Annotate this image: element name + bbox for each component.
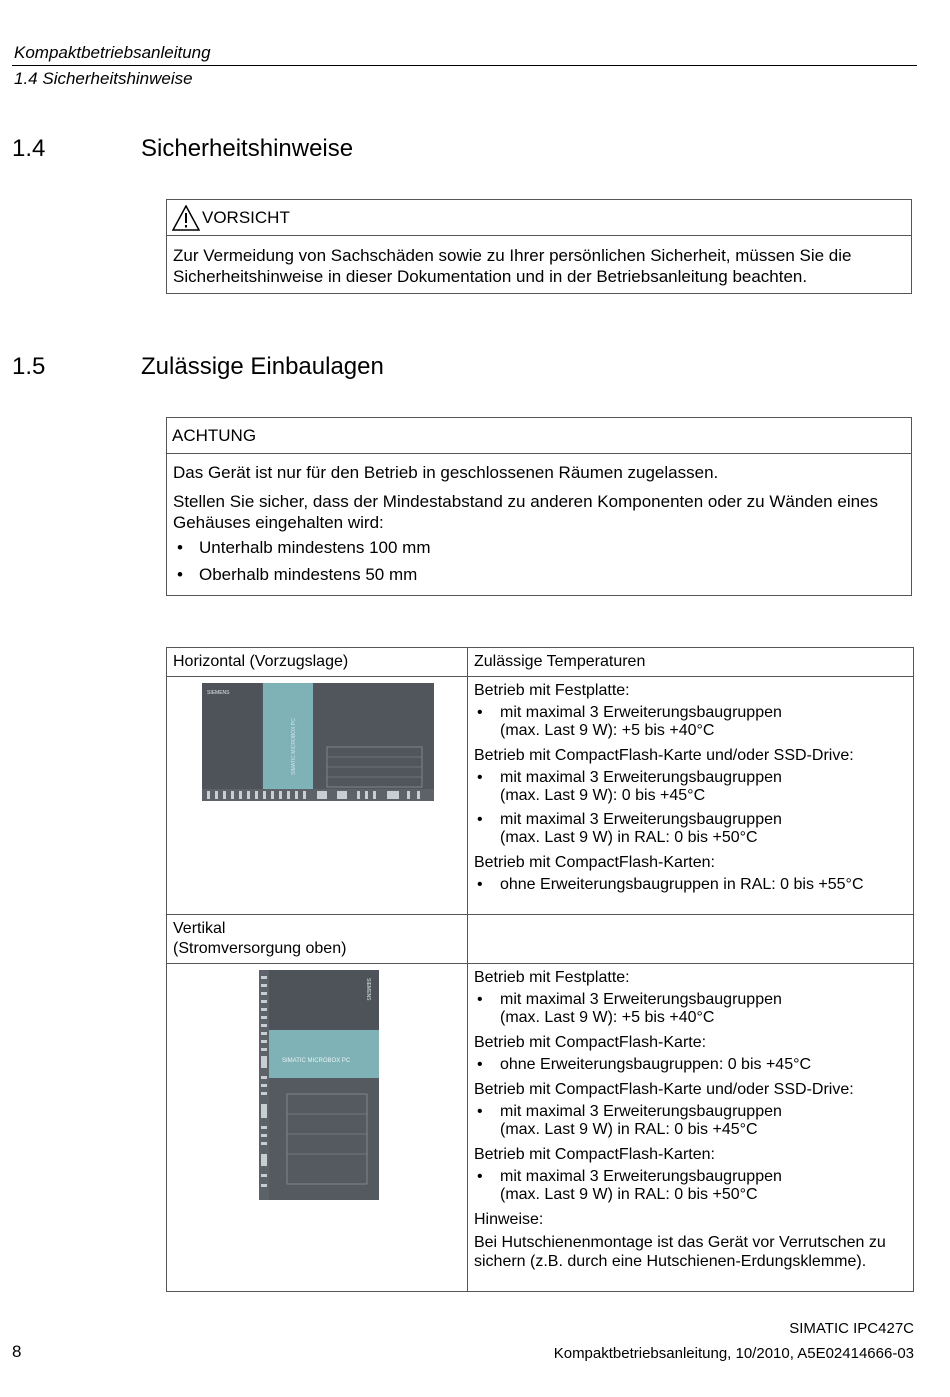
notice-label: ACHTUNG	[172, 425, 257, 445]
horizontal-temps-cell	[467, 677, 913, 915]
v-group4-bullet1-line1: • mit maximal 3 Erweiterungsbaugruppen	[499, 1168, 782, 1185]
v-group4-bullet1	[474, 1168, 907, 1204]
h-group2-title: Betrieb mit CompactFlash-Karte und/oder SSD-Drive:	[473, 747, 854, 764]
v-group3-bullet1-line2: (max. Last 9 W) in RAL: 0 bis +45°C	[499, 1121, 758, 1138]
table-header-row	[167, 648, 914, 677]
footer-page-number: 8	[12, 1342, 22, 1361]
v-group3-title: Betrieb mit CompactFlash-Karte und/oder SSD-Drive:	[473, 1081, 854, 1098]
v-group1-bullet1-line2: (max. Last 9 W): +5 bis +40°C	[499, 1009, 715, 1026]
v-note-label: Hinweise	[473, 1211, 539, 1228]
h-group2-bullet1	[474, 769, 907, 805]
device-vertical-brand-text: SIEMENS	[365, 978, 371, 1001]
caution-label: VORSICHT	[202, 207, 290, 227]
running-header	[14, 40, 211, 92]
v-group2-title: Betrieb mit CompactFlash-Karte:	[473, 1034, 707, 1051]
h-group3-title: Betrieb mit CompactFlash-Karten:	[473, 854, 715, 871]
h-group1-title: Betrieb mit Festplatte:	[473, 682, 630, 699]
footer-doc-reference: Kompaktbetriebsanleitung, 10/2010, A5E02414666-03	[553, 1345, 914, 1362]
h-group1-bullet1-line2: (max. Last 9 W): +5 bis +40°C	[499, 722, 715, 739]
header-section: 1.4 Sicherheitshinweise	[14, 69, 193, 88]
footer-product: SIMATIC IPC427C	[789, 1320, 914, 1337]
h-group3-bullet1: • ohne Erweiterungsbaugruppen in RAL: 0 bis +55°C	[474, 876, 907, 894]
col-header-temperatures: Zulässige Temperaturen	[467, 648, 913, 677]
section-title-1-4: Sicherheitshinweise	[141, 135, 354, 162]
header-doc-title: Kompaktbetriebsanleitung	[14, 43, 211, 62]
h-group2-bullet1-line1: • mit maximal 3 Erweiterungsbaugruppen	[499, 769, 782, 786]
header-rule	[12, 65, 917, 66]
device-brand-text: SIEMENS	[207, 690, 230, 696]
device-horizontal-image	[167, 677, 466, 909]
notice-header	[167, 418, 911, 454]
vertical-header-cell	[167, 915, 468, 964]
section-number-1-4: 1.4	[12, 135, 46, 162]
table-row-vertical-header	[167, 915, 914, 964]
h-group2-bullet2	[474, 811, 907, 847]
vertical-header-line1: Vertikal	[173, 920, 226, 937]
device-label-text: SIMATIC MICROBOX PC	[291, 718, 297, 775]
v-group4-bullet1-line2: (max. Last 9 W) in RAL: 0 bis +50°C	[499, 1186, 758, 1203]
v-group1-bullet1-line1: • mit maximal 3 Erweiterungsbaugruppen	[499, 991, 782, 1008]
h-group2-bullet2-line1: • mit maximal 3 Erweiterungsbaugruppen	[499, 811, 782, 828]
caution-text: Zur Vermeidung von Sachschäden sowie zu Ihrer persönlichen Sicherheit, müssen Sie die Sicherheitshinweise in dieser Dokumentation und in der Betriebsanleitung beachten.	[173, 246, 852, 286]
h-group1-bullet1	[474, 704, 907, 740]
horizontal-image-cell	[167, 677, 468, 915]
notice-paragraph-1: Das Gerät ist nur für den Betrieb in geschlossenen Räumen zugelassen.	[173, 463, 719, 482]
v-group2-bullet1: • ohne Erweiterungsbaugruppen: 0 bis +45°C	[474, 1056, 907, 1074]
col-header-horizontal: Horizontal (Vorzugslage)	[167, 648, 468, 677]
section-title-1-5: Zulässige Einbaulagen	[141, 353, 384, 380]
v-group3-bullet1	[474, 1103, 907, 1139]
notice-box	[166, 417, 912, 596]
h-group2-bullet1-line2: (max. Last 9 W): 0 bis +45°C	[499, 787, 706, 804]
v-note-title	[474, 1210, 907, 1229]
installation-table	[166, 647, 914, 1292]
vertical-image-cell	[167, 964, 468, 1292]
caution-header	[167, 200, 911, 236]
h-group2-bullet2-line2: (max. Last 9 W) in RAL: 0 bis +50°C	[499, 829, 758, 846]
h-group1-bullet1-line1: • mit maximal 3 Erweiterungsbaugruppen	[499, 704, 782, 721]
caution-box	[166, 199, 912, 294]
v-group4-title: Betrieb mit CompactFlash-Karten:	[473, 1146, 715, 1163]
v-group3-bullet1-line1: • mit maximal 3 Erweiterungsbaugruppen	[499, 1103, 782, 1120]
notice-paragraph-2: Stellen Sie sicher, dass der Mindestabstand zu anderen Komponenten oder zu Wänden eines Gehäuses eingehalten wird:	[173, 492, 879, 532]
section-number-1-5: 1.5	[12, 353, 46, 380]
vertical-header-line2: (Stromversorgung oben)	[173, 940, 347, 957]
table-row-horizontal	[167, 677, 914, 915]
v-note-text: Bei Hutschienenmontage ist das Gerät vor Verrutschen zu sichern (z.B. durch eine Hutschienen-Erdungsklemme).	[473, 1234, 886, 1270]
device-vertical-image	[167, 964, 466, 1286]
vertical-header-empty-cell	[467, 915, 913, 964]
v-group1-bullet1	[474, 991, 907, 1027]
warning-triangle-icon	[172, 205, 200, 231]
v-note-colon: :	[538, 1211, 544, 1228]
vertical-temps-cell	[467, 964, 913, 1292]
v-group1-title: Betrieb mit Festplatte:	[473, 969, 630, 986]
notice-bullet-1: • Unterhalb mindestens 100 mm	[173, 537, 905, 558]
device-vertical-label-text: SIMATIC MICROBOX PC	[282, 1058, 351, 1064]
notice-bullet-2: • Oberhalb mindestens 50 mm	[173, 564, 905, 585]
table-row-vertical	[167, 964, 914, 1292]
